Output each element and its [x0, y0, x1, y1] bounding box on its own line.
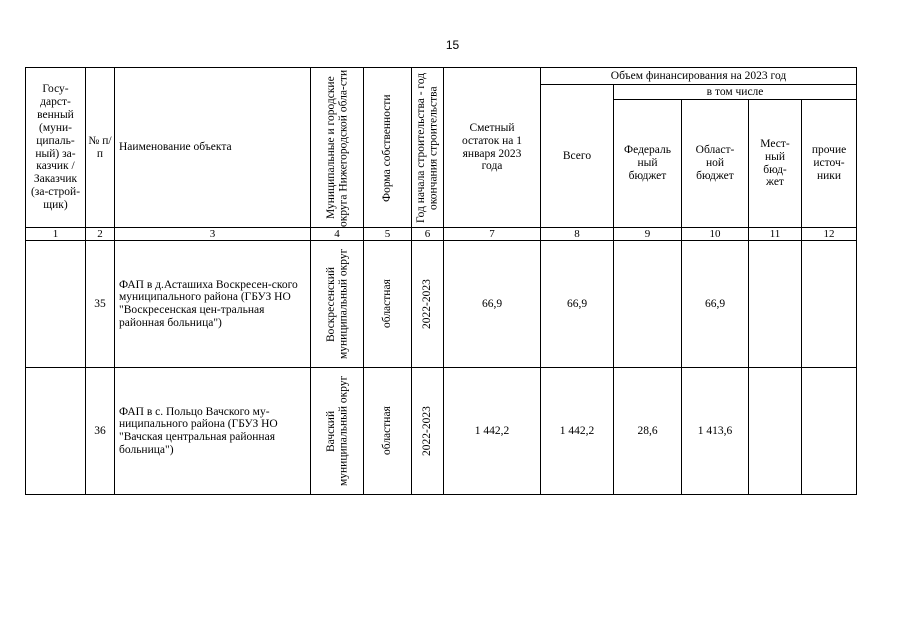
header-num: № п/п: [86, 68, 115, 228]
row-other: [802, 368, 857, 495]
row-num: 35: [86, 241, 115, 368]
row-ownership: [364, 368, 412, 495]
column-numbers-row: [26, 228, 857, 241]
header-other: прочие источ-ники: [802, 100, 857, 228]
column-number: 7: [444, 228, 541, 241]
row-municipality: [311, 368, 364, 495]
header-financing: Объем финансирования на 2023 год: [541, 68, 857, 85]
column-number: 1: [26, 228, 86, 241]
header-ownership: [364, 68, 412, 228]
table-row: [26, 368, 857, 495]
header-total: Всего: [541, 85, 614, 228]
row-municipality: [311, 241, 364, 368]
column-number: 10: [682, 228, 749, 241]
header-customer: Госу-дарст-венный (муни-ципаль-ный) за-казчик / Заказчик (за-строй-щик): [26, 68, 86, 228]
header-ownership-text: Форма собственности: [381, 93, 394, 202]
column-number: 5: [364, 228, 412, 241]
header-including: в том числе: [614, 85, 857, 100]
column-number: 4: [311, 228, 364, 241]
header-years-text: Год начала строительства - год окончания строительства: [415, 72, 440, 223]
financing-table: [25, 67, 857, 495]
column-number: 9: [614, 228, 682, 241]
row-ownership: [364, 241, 412, 368]
row-local: [749, 241, 802, 368]
row-years-text: 2022-2023: [421, 279, 434, 330]
row-municipality-text: Воскресенский муниципальный округ: [324, 249, 349, 360]
row-total: 66,9: [541, 241, 614, 368]
row-balance: 66,9: [444, 241, 541, 368]
row-years: [412, 241, 444, 368]
row-object-name: ФАП в с. Польцо Вачского му-ниципального района (ГБУЗ НО "Вачская центральная районная больница"): [115, 368, 311, 495]
header-municipality-text: Муниципальные и городские округа Нижегородской обла-сти: [324, 68, 349, 227]
row-regional: 1 413,6: [682, 368, 749, 495]
column-number: 2: [86, 228, 115, 241]
row-ownership-text: областная: [381, 406, 394, 456]
header-municipality: [311, 68, 364, 228]
row-municipality-text: Вачский муниципальный округ: [324, 376, 349, 487]
table-row: [26, 241, 857, 368]
row-num: 36: [86, 368, 115, 495]
row-other: [802, 241, 857, 368]
column-number: 12: [802, 228, 857, 241]
row-customer: [26, 241, 86, 368]
row-federal: 28,6: [614, 368, 682, 495]
row-total: 1 442,2: [541, 368, 614, 495]
column-number: 8: [541, 228, 614, 241]
column-number: 3: [115, 228, 311, 241]
row-balance: 1 442,2: [444, 368, 541, 495]
row-ownership-text: областная: [381, 279, 394, 329]
header-years: [412, 68, 444, 228]
row-local: [749, 368, 802, 495]
page-number: 15: [445, 38, 460, 52]
row-customer: [26, 368, 86, 495]
row-federal: [614, 241, 682, 368]
row-years-text: 2022-2023: [421, 406, 434, 457]
header-federal: Федераль ный бюджет: [614, 100, 682, 228]
column-number: 11: [749, 228, 802, 241]
row-years: [412, 368, 444, 495]
header-regional: Област-ной бюджет: [682, 100, 749, 228]
header-balance: Сметный остаток на 1 января 2023 года: [444, 68, 541, 228]
row-object-name: ФАП в д.Асташиха Воскресен-ского муниципального района (ГБУЗ НО "Воскресенская цен-тральная районная больница"): [115, 241, 311, 368]
header-object-name: Наименование объекта: [115, 68, 311, 228]
row-regional: 66,9: [682, 241, 749, 368]
header-local: Мест-ный бюд-жет: [749, 100, 802, 228]
column-number: 6: [412, 228, 444, 241]
